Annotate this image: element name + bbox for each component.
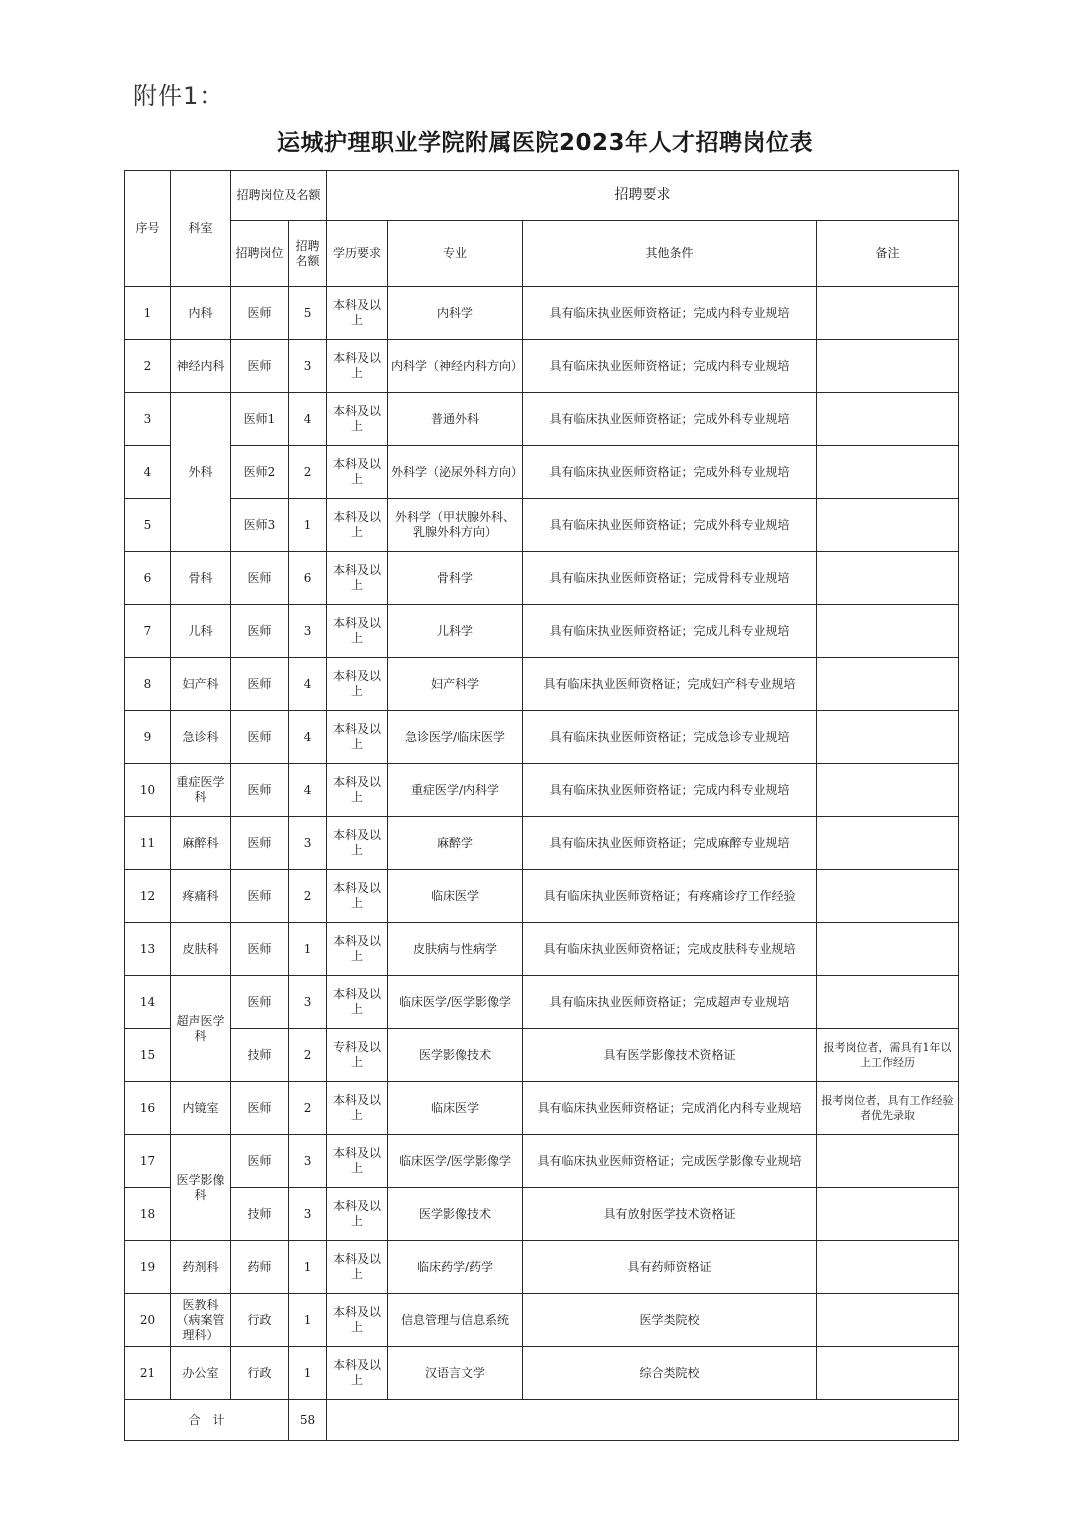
quota-cell: 2 (289, 446, 327, 499)
note-cell: 报考岗位者，需具有1年以上工作经历 (817, 1029, 959, 1082)
note-cell (817, 605, 959, 658)
dept-cell: 疼痛科 (171, 870, 231, 923)
education-cell: 本科及以上 (327, 340, 388, 393)
position-cell: 医师 (231, 605, 289, 658)
table-row (125, 340, 959, 393)
education-cell: 本科及以上 (327, 817, 388, 870)
dept-cell: 重症医学科 (171, 764, 231, 817)
quota-cell: 1 (289, 1294, 327, 1347)
dept-cell: 妇产科 (171, 658, 231, 711)
total-empty (327, 1400, 959, 1441)
major-cell: 麻醉学 (388, 817, 523, 870)
table-row (125, 764, 959, 817)
header-note: 备注 (817, 221, 959, 287)
dept-cell: 急诊科 (171, 711, 231, 764)
other-cell: 具有临床执业医师资格证；完成妇产科专业规培 (523, 658, 817, 711)
note-cell (817, 870, 959, 923)
education-cell: 本科及以上 (327, 870, 388, 923)
education-cell: 本科及以上 (327, 499, 388, 552)
note-cell (817, 764, 959, 817)
table-row (125, 1029, 959, 1082)
education-cell: 本科及以上 (327, 923, 388, 976)
quota-cell: 3 (289, 976, 327, 1029)
table-row (125, 393, 959, 446)
other-cell: 具有临床执业医师资格证；完成骨科专业规培 (523, 552, 817, 605)
education-cell: 本科及以上 (327, 658, 388, 711)
major-cell: 儿科学 (388, 605, 523, 658)
table-row (125, 976, 959, 1029)
seq-cell: 1 (125, 287, 171, 340)
other-cell: 具有临床执业医师资格证；完成急诊专业规培 (523, 711, 817, 764)
other-cell: 具有临床执业医师资格证；完成医学影像专业规培 (523, 1135, 817, 1188)
seq-cell: 14 (125, 976, 171, 1029)
other-cell: 具有临床执业医师资格证；完成皮肤科专业规培 (523, 923, 817, 976)
seq-cell: 12 (125, 870, 171, 923)
other-cell: 具有临床执业医师资格证；有疼痛诊疗工作经验 (523, 870, 817, 923)
seq-cell: 3 (125, 393, 171, 446)
quota-cell: 4 (289, 393, 327, 446)
header-other: 其他条件 (523, 221, 817, 287)
note-cell (817, 711, 959, 764)
other-cell: 具有临床执业医师资格证；完成麻醉专业规培 (523, 817, 817, 870)
major-cell: 外科学（甲状腺外科、乳腺外科方向） (388, 499, 523, 552)
note-cell (817, 287, 959, 340)
seq-cell: 20 (125, 1294, 171, 1347)
education-cell: 本科及以上 (327, 764, 388, 817)
dept-cell: 骨科 (171, 552, 231, 605)
position-cell: 行政 (231, 1294, 289, 1347)
other-cell: 具有临床执业医师资格证；完成外科专业规培 (523, 446, 817, 499)
other-cell: 具有临床执业医师资格证；完成消化内科专业规培 (523, 1082, 817, 1135)
education-cell: 本科及以上 (327, 976, 388, 1029)
table-row (125, 1135, 959, 1188)
position-cell: 技师 (231, 1029, 289, 1082)
quota-cell: 1 (289, 499, 327, 552)
position-cell: 医师 (231, 658, 289, 711)
position-cell: 医师 (231, 817, 289, 870)
note-cell (817, 817, 959, 870)
position-cell: 医师 (231, 1082, 289, 1135)
major-cell: 妇产科学 (388, 658, 523, 711)
position-cell: 药师 (231, 1241, 289, 1294)
education-cell: 本科及以上 (327, 1347, 388, 1400)
other-cell: 具有临床执业医师资格证；完成儿科专业规培 (523, 605, 817, 658)
seq-cell: 11 (125, 817, 171, 870)
position-cell: 医师 (231, 923, 289, 976)
note-cell (817, 340, 959, 393)
seq-cell: 6 (125, 552, 171, 605)
seq-cell: 2 (125, 340, 171, 393)
quota-cell: 4 (289, 658, 327, 711)
position-cell: 医师 (231, 711, 289, 764)
major-cell: 医学影像技术 (388, 1188, 523, 1241)
dept-cell: 麻醉科 (171, 817, 231, 870)
seq-cell: 18 (125, 1188, 171, 1241)
quota-cell: 2 (289, 1029, 327, 1082)
quota-cell: 3 (289, 1135, 327, 1188)
other-cell: 具有临床执业医师资格证；完成内科专业规培 (523, 764, 817, 817)
other-cell: 具有临床执业医师资格证；完成内科专业规培 (523, 340, 817, 393)
quota-cell: 3 (289, 340, 327, 393)
seq-cell: 4 (125, 446, 171, 499)
quota-cell: 1 (289, 1347, 327, 1400)
major-cell: 皮肤病与性病学 (388, 923, 523, 976)
education-cell: 本科及以上 (327, 1294, 388, 1347)
position-cell: 医师 (231, 976, 289, 1029)
position-cell: 医师 (231, 340, 289, 393)
note-cell (817, 1241, 959, 1294)
table-row (125, 658, 959, 711)
major-cell: 临床药学/药学 (388, 1241, 523, 1294)
note-cell (817, 1188, 959, 1241)
major-cell: 内科学（神经内科方向） (388, 340, 523, 393)
dept-cell: 超声医学科 (171, 976, 231, 1082)
header-quota: 招聘名额 (289, 221, 327, 287)
major-cell: 外科学（泌尿外科方向） (388, 446, 523, 499)
seq-cell: 21 (125, 1347, 171, 1400)
seq-cell: 17 (125, 1135, 171, 1188)
note-cell (817, 393, 959, 446)
table-row (125, 1188, 959, 1241)
education-cell: 本科及以上 (327, 393, 388, 446)
table-row (125, 605, 959, 658)
education-cell: 本科及以上 (327, 1135, 388, 1188)
header-dept: 科室 (171, 171, 231, 287)
education-cell: 本科及以上 (327, 1082, 388, 1135)
major-cell: 汉语言文学 (388, 1347, 523, 1400)
quota-cell: 2 (289, 1082, 327, 1135)
table-row (125, 287, 959, 340)
major-cell: 普通外科 (388, 393, 523, 446)
seq-cell: 15 (125, 1029, 171, 1082)
note-cell (817, 1347, 959, 1400)
note-cell (817, 1135, 959, 1188)
note-cell (817, 499, 959, 552)
dept-cell: 医学影像科 (171, 1135, 231, 1241)
dept-cell: 内镜室 (171, 1082, 231, 1135)
attachment-label: 附件1： (133, 82, 225, 110)
position-cell: 医师3 (231, 499, 289, 552)
header-education: 学历要求 (327, 221, 388, 287)
other-cell: 具有临床执业医师资格证；完成外科专业规培 (523, 499, 817, 552)
seq-cell: 16 (125, 1082, 171, 1135)
quota-cell: 2 (289, 870, 327, 923)
note-cell (817, 1294, 959, 1347)
table-row (125, 499, 959, 552)
header-position-group: 招聘岗位及名额 (231, 171, 327, 221)
seq-cell: 13 (125, 923, 171, 976)
table-row (125, 923, 959, 976)
major-cell: 临床医学 (388, 1082, 523, 1135)
dept-cell: 内科 (171, 287, 231, 340)
major-cell: 临床医学/医学影像学 (388, 976, 523, 1029)
note-cell (817, 446, 959, 499)
other-cell: 具有临床执业医师资格证；完成超声专业规培 (523, 976, 817, 1029)
table-row (125, 1347, 959, 1400)
quota-cell: 5 (289, 287, 327, 340)
major-cell: 临床医学/医学影像学 (388, 1135, 523, 1188)
major-cell: 内科学 (388, 287, 523, 340)
education-cell: 本科及以上 (327, 711, 388, 764)
major-cell: 急诊医学/临床医学 (388, 711, 523, 764)
header-position: 招聘岗位 (231, 221, 289, 287)
seq-cell: 9 (125, 711, 171, 764)
total-value: 58 (289, 1400, 327, 1441)
position-cell: 技师 (231, 1188, 289, 1241)
quota-cell: 1 (289, 923, 327, 976)
table-row (125, 1241, 959, 1294)
major-cell: 医学影像技术 (388, 1029, 523, 1082)
total-label: 合 计 (125, 1400, 289, 1441)
total-row (125, 1400, 959, 1441)
major-cell: 重症医学/内科学 (388, 764, 523, 817)
position-cell: 医师 (231, 870, 289, 923)
dept-cell: 神经内科 (171, 340, 231, 393)
seq-cell: 10 (125, 764, 171, 817)
education-cell: 本科及以上 (327, 605, 388, 658)
position-cell: 医师 (231, 552, 289, 605)
table-row (125, 817, 959, 870)
table-row (125, 870, 959, 923)
quota-cell: 4 (289, 711, 327, 764)
seq-cell: 7 (125, 605, 171, 658)
major-cell: 骨科学 (388, 552, 523, 605)
position-cell: 医师 (231, 1135, 289, 1188)
recruitment-table (124, 170, 959, 1441)
quota-cell: 6 (289, 552, 327, 605)
education-cell: 本科及以上 (327, 446, 388, 499)
other-cell: 具有医学影像技术资格证 (523, 1029, 817, 1082)
other-cell: 具有临床执业医师资格证；完成外科专业规培 (523, 393, 817, 446)
table-row (125, 552, 959, 605)
major-cell: 信息管理与信息系统 (388, 1294, 523, 1347)
quota-cell: 1 (289, 1241, 327, 1294)
page-title: 运城护理职业学院附属医院2023年人才招聘岗位表 (276, 130, 813, 156)
position-cell: 医师1 (231, 393, 289, 446)
education-cell: 专科及以上 (327, 1029, 388, 1082)
quota-cell: 3 (289, 817, 327, 870)
other-cell: 医学类院校 (523, 1294, 817, 1347)
education-cell: 本科及以上 (327, 1188, 388, 1241)
table-row (125, 1082, 959, 1135)
header-major: 专业 (388, 221, 523, 287)
position-cell: 医师 (231, 764, 289, 817)
other-cell: 具有放射医学技术资格证 (523, 1188, 817, 1241)
education-cell: 本科及以上 (327, 552, 388, 605)
quota-cell: 3 (289, 605, 327, 658)
quota-cell: 4 (289, 764, 327, 817)
note-cell (817, 552, 959, 605)
dept-cell: 外科 (171, 393, 231, 552)
dept-cell: 儿科 (171, 605, 231, 658)
header-seq: 序号 (125, 171, 171, 287)
position-cell: 医师 (231, 287, 289, 340)
other-cell: 具有临床执业医师资格证；完成内科专业规培 (523, 287, 817, 340)
quota-cell: 3 (289, 1188, 327, 1241)
dept-cell: 药剂科 (171, 1241, 231, 1294)
other-cell: 具有药师资格证 (523, 1241, 817, 1294)
note-cell (817, 658, 959, 711)
note-cell: 报考岗位者，具有工作经验者优先录取 (817, 1082, 959, 1135)
education-cell: 本科及以上 (327, 1241, 388, 1294)
dept-cell: 办公室 (171, 1347, 231, 1400)
position-cell: 行政 (231, 1347, 289, 1400)
seq-cell: 8 (125, 658, 171, 711)
header-requirements: 招聘要求 (327, 171, 959, 221)
position-cell: 医师2 (231, 446, 289, 499)
table-row (125, 446, 959, 499)
seq-cell: 19 (125, 1241, 171, 1294)
seq-cell: 5 (125, 499, 171, 552)
dept-cell: 医教科（病案管理科） (171, 1294, 231, 1347)
note-cell (817, 976, 959, 1029)
table-row (125, 1294, 959, 1347)
education-cell: 本科及以上 (327, 287, 388, 340)
major-cell: 临床医学 (388, 870, 523, 923)
dept-cell: 皮肤科 (171, 923, 231, 976)
other-cell: 综合类院校 (523, 1347, 817, 1400)
table-row (125, 711, 959, 764)
note-cell (817, 923, 959, 976)
